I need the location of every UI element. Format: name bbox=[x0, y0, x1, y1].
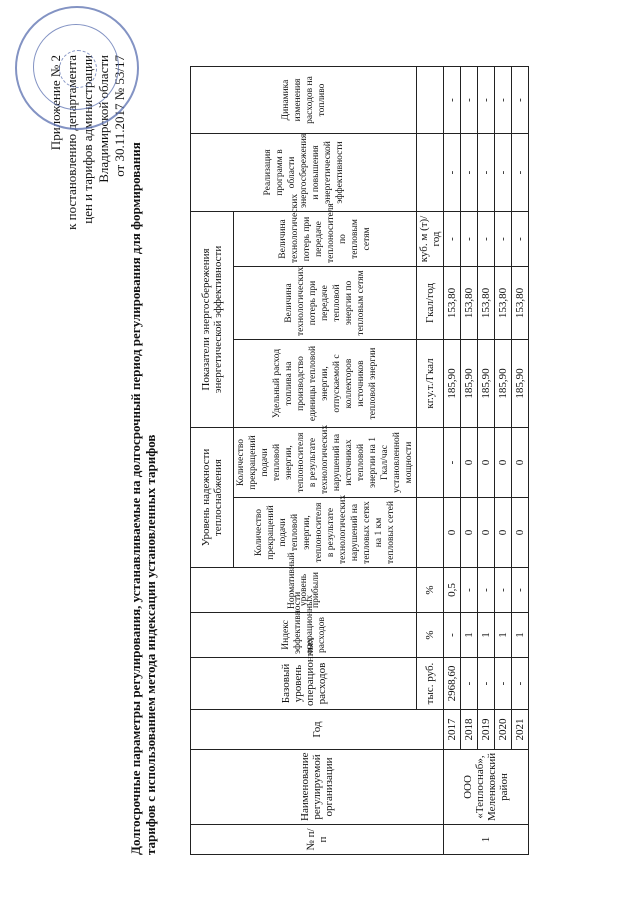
appendix-line: от 30.11.2017 № 53/17 bbox=[112, 55, 127, 177]
cell-program: - bbox=[512, 133, 529, 211]
cell-en2: 153,80 bbox=[461, 267, 478, 340]
cell-dynamics: - bbox=[444, 66, 461, 133]
cell-year: 2017 bbox=[444, 710, 461, 750]
header-rel1: Количество прекращений подачи тепловой энергии, теплоносителя в результате технологических нарушений на тепловых сетях на 1 км тепловых сетей bbox=[234, 498, 417, 568]
cell-program: - bbox=[444, 133, 461, 211]
cell-en2: 153,80 bbox=[478, 267, 495, 340]
cell-en3: - bbox=[512, 211, 529, 266]
cell-base: - bbox=[478, 658, 495, 710]
cell-year: 2021 bbox=[512, 710, 529, 750]
unit-en2: Гкал/год bbox=[417, 267, 444, 340]
unit-dynamics bbox=[417, 66, 444, 133]
official-seal-stamp bbox=[15, 6, 139, 130]
appendix-line: цен и тарифов администрации bbox=[80, 55, 95, 224]
appendix-line: к постановлению департамента bbox=[64, 55, 79, 230]
header-index: Индекс эффективности операционных расходов bbox=[191, 613, 417, 658]
header-profit: Нормативный уровень прибыли bbox=[191, 568, 417, 613]
header-year: Год bbox=[191, 710, 444, 750]
header-energy: Показатели энергосбережения энергетической эффективности bbox=[191, 211, 234, 427]
cell-en3: - bbox=[478, 211, 495, 266]
header-reliability: Уровень надежности теплоснабжения bbox=[191, 428, 234, 568]
unit-profit: % bbox=[417, 568, 444, 613]
cell-index: - bbox=[444, 613, 461, 658]
header-row-1 bbox=[191, 66, 234, 854]
header-base: Базовый уровень операционных расходов bbox=[191, 658, 417, 710]
cell-profit: 0,5 bbox=[444, 568, 461, 613]
cell-dynamics: - bbox=[512, 66, 529, 133]
unit-en3: куб. м (т)/год bbox=[417, 211, 444, 266]
appendix-line: Приложение № 2 bbox=[48, 55, 63, 151]
table-row bbox=[512, 66, 529, 854]
cell-year: 2020 bbox=[495, 710, 512, 750]
cell-rel2: - bbox=[444, 428, 461, 498]
appendix-line: Владимирской области bbox=[96, 55, 111, 183]
cell-en1: 185,90 bbox=[444, 340, 461, 428]
document-title: Долгосрочные параметры регулирования, устанавливаемые на долгосрочный период регулирования для формирования тарифов с использованием метода индексации установленных тарифов bbox=[128, 142, 158, 855]
cell-rel2: 0 bbox=[512, 428, 529, 498]
cell-en3: - bbox=[495, 211, 512, 266]
cell-index: 1 bbox=[478, 613, 495, 658]
cell-program: - bbox=[478, 133, 495, 211]
unit-program bbox=[417, 133, 444, 211]
cell-base: - bbox=[495, 658, 512, 710]
cell-rel1: 0 bbox=[512, 498, 529, 568]
cell-index: 1 bbox=[461, 613, 478, 658]
cell-index: 1 bbox=[512, 613, 529, 658]
cell-rel1: 0 bbox=[478, 498, 495, 568]
cell-rel2: 0 bbox=[461, 428, 478, 498]
cell-profit: - bbox=[478, 568, 495, 613]
cell-year: 2018 bbox=[461, 710, 478, 750]
cell-program: - bbox=[461, 133, 478, 211]
cell-base: 2968,60 bbox=[444, 658, 461, 710]
header-org: Наименование регулируемой организации bbox=[191, 750, 444, 825]
header-en1: Удельный расход топлива на производство единицы тепловой энергии, отпускаемой с коллекторов источников тепловой энергии bbox=[234, 340, 417, 428]
cell-dynamics: - bbox=[478, 66, 495, 133]
cell-program: - bbox=[495, 133, 512, 211]
cell-en1: 185,90 bbox=[512, 340, 529, 428]
cell-dynamics: - bbox=[495, 66, 512, 133]
cell-en2: 153,80 bbox=[495, 267, 512, 340]
cell-en1: 185,90 bbox=[495, 340, 512, 428]
header-num: № п/п bbox=[191, 825, 444, 855]
unit-rel1 bbox=[417, 498, 444, 568]
cell-base: - bbox=[512, 658, 529, 710]
cell-rel2: 0 bbox=[495, 428, 512, 498]
cell-en3: - bbox=[444, 211, 461, 266]
table-row bbox=[444, 66, 461, 854]
table-row bbox=[495, 66, 512, 854]
header-program: Реализация программ в области энергосбережения и повышения энергетической эффективности bbox=[191, 133, 417, 211]
cell-en1: 185,90 bbox=[461, 340, 478, 428]
cell-rel1: 0 bbox=[461, 498, 478, 568]
parameters-table bbox=[190, 66, 529, 855]
row-org: ООО «Теплоснаб», Меленковский район bbox=[444, 750, 529, 825]
header-rel2: Количество прекращений подачи тепловой энергии, теплоносителя в результате технологических нарушений на источниках тепловой энергии на 1 Гкал/час установленной мощности bbox=[234, 428, 417, 498]
row-num: 1 bbox=[444, 825, 529, 855]
cell-year: 2019 bbox=[478, 710, 495, 750]
cell-rel1: 0 bbox=[495, 498, 512, 568]
cell-en2: 153,80 bbox=[444, 267, 461, 340]
header-en2: Величина технологических потерь при передаче тепловой энергии по тепловым сетям bbox=[234, 267, 417, 340]
cell-index: 1 bbox=[495, 613, 512, 658]
unit-index: % bbox=[417, 613, 444, 658]
cell-profit: - bbox=[495, 568, 512, 613]
header-en3: Величина технологических потерь при передаче теплоносителя по тепловым сетям bbox=[234, 211, 417, 266]
cell-base: - bbox=[461, 658, 478, 710]
cell-rel2: 0 bbox=[478, 428, 495, 498]
unit-rel2 bbox=[417, 428, 444, 498]
table-row bbox=[461, 66, 478, 854]
unit-en1: кг.у.т./Гкал bbox=[417, 340, 444, 428]
header-dynamics: Динамика изменения расходов на топливо bbox=[191, 66, 417, 133]
cell-profit: - bbox=[512, 568, 529, 613]
cell-en3: - bbox=[461, 211, 478, 266]
cell-en2: 153,80 bbox=[512, 267, 529, 340]
cell-dynamics: - bbox=[461, 66, 478, 133]
cell-en1: 185,90 bbox=[478, 340, 495, 428]
table-row bbox=[478, 66, 495, 854]
cell-profit: - bbox=[461, 568, 478, 613]
cell-rel1: 0 bbox=[444, 498, 461, 568]
unit-base: тыс. руб. bbox=[417, 658, 444, 710]
